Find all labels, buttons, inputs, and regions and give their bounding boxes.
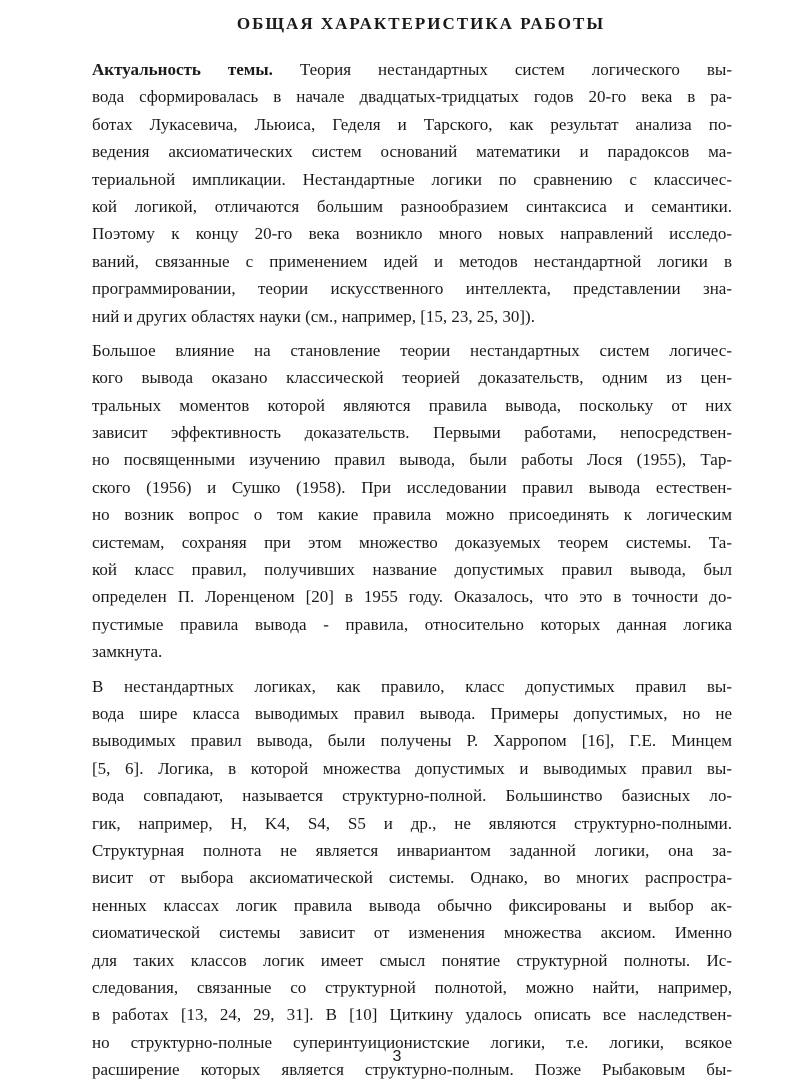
paragraph-line: пустимые правила вывода - правила, относительно которых данная логика [92,614,732,634]
paragraph-line: ботах Лукасевича, Льюиса, Геделя и Тарского, как результат анализа по- [92,114,732,134]
paragraph-line: висит от выбора аксиоматической системы. Однако, во многих распростра- [92,868,732,888]
paragraph-line: ваний, связанные с применением идей и методов нестандартной логики в [92,251,732,271]
paragraph-line: кой логикой, отличаются большим разнообразием синтаксиса и семантики. [92,196,732,216]
paragraph-line: расширение которых является структурно-полным. Позже Рыбаковым бы- [92,1060,732,1080]
paragraph-line: териальной импликации. Нестандартные логики по сравнению с классичес- [92,169,732,189]
paragraph-line: Поэтому к концу 20-го века возникло много новых направлений исследо- [92,224,732,244]
paragraph-line: ний и других областях науки (см., например, [15, 23, 25, 30]). [92,306,535,326]
paragraph-line: в работах [13, 24, 29, 31]. В [10] Циткину удалось описать все наследствен- [92,1005,732,1025]
paragraph-structural-completeness [92,673,732,1084]
paragraph-line: выводимых правил вывода, были получены Р. Харропом [16], Г.Е. Минцем [92,731,732,751]
paragraph-line: ского (1956) и Сушко (1958). При исследовании правил вывода естествен- [92,477,732,497]
paragraph-line: замкнута. [92,642,163,662]
paragraph-line: вода сформировалась в начале двадцатых-тридцатых годов 20-го века в ра- [92,87,732,107]
paragraph-line: Структурная полнота не является инвариантом заданной логики, она за- [92,840,732,860]
paragraph-line: программировании, теории искусственного интеллекта, представлении зна- [92,279,732,299]
paragraph-line: ненных классах логик правила вывода обычно фиксированы и выбор ак- [92,895,732,915]
paragraph-line: Большое влияние на становление теории нестандартных систем логичес- [92,340,732,360]
paragraph-line: определен П. Лоренценом [20] в 1955 году. Оказалось, что это в точности до- [92,587,732,607]
paragraph-line: для таких классов логик имеет смысл понятие структурной полноты. Ис- [92,950,732,970]
paragraph-line: зависит эффективность доказательств. Первыми работами, непосредствен- [92,423,732,443]
paragraph-line: сиоматической системы зависит от изменения множества аксиом. Именно [92,923,732,943]
paragraph-line: [5, 6]. Логика, в которой множества допустимых и выводимых правил вы- [92,758,732,778]
paragraph-line: вода совпадают, называется структурно-полной. Большинство базисных ло- [92,786,732,806]
paragraph-line: но возник вопрос о том какие правила можно присоединять к логическим [92,505,732,525]
page-title: ОБЩАЯ ХАРАКТЕРИСТИКА РАБОТЫ [236,14,606,33]
paragraph-line: ведения аксиоматических систем оснований математики и парадоксов ма- [92,142,732,162]
paragraph-line: кого вывода оказано классической теорией доказательств, одним из цен- [92,368,732,388]
paragraph-line: В нестандартных логиках, как правило, класс допустимых правил вы- [92,676,732,696]
paragraph-admissible-rules [92,337,732,666]
page-number: 3 [392,1048,402,1065]
paragraph-line: следования, связанные со структурной полнотой, можно найти, например, [92,977,732,997]
paragraph-relevance [92,56,732,330]
paragraph-line: Актуальность темы. Теория нестандартных систем логического вы- [92,60,732,79]
paragraph-line: вода шире класса выводимых правил вывода. Примеры допустимых, но не [92,703,732,723]
paragraph-line: системам, сохраняя при этом множество доказуемых теорем системы. Та- [92,532,732,552]
lead-heading: Актуальность темы. [92,60,273,79]
page-body [92,14,732,1090]
paragraph-line: но структурно-полные суперинтуиционистские логики, т.е. логики, всякое [92,1032,732,1052]
paragraph-line: кой класс правил, получивших название допустимых правил вывода, был [92,560,732,580]
paragraph-line: тральных моментов которой являются правила вывода, поскольку от них [92,395,732,415]
paragraph-line: но посвященными изучению правил вывода, были работы Лося (1955), Тар- [92,450,732,470]
paragraph-line: гик, например, H, K4, S4, S5 и др., не являются структурно-полными. [92,813,732,833]
